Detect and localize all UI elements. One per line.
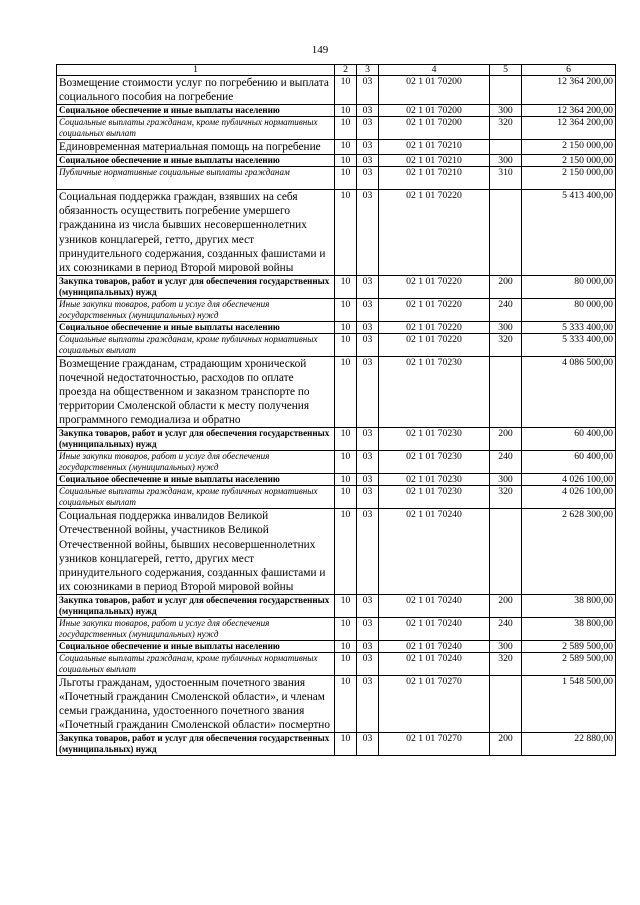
row-name-cell: Социальная поддержка инвалидов Великой Отечественной войны, участников Великой Отечественной войны, бывших несовершеннолетних узников концлагерей, гетто, других мест принудительного содержания, созданных фашистами и их союзниками в период Второй мировой войны — [57, 509, 335, 595]
table-row — [57, 155, 616, 167]
table-row — [57, 140, 616, 155]
row-name-cell: Иные закупки товаров, работ и услуг для обеспечения государственных (муниципальных) нужд — [57, 298, 335, 321]
row-name-cell: Льготы гражданам, удостоенным почетного звания «Почетный гражданин Смоленской области», и членам семьи гражданина, удостоенного почетного звания «Почетный гражданин Смоленской области» посмертно — [57, 675, 335, 732]
row-name-cell: Единовременная материальная помощь на погребение — [57, 140, 335, 155]
section-code-cell: 10 — [335, 167, 357, 190]
section-code-cell: 10 — [335, 155, 357, 167]
expense-type-cell — [490, 140, 522, 155]
target-article-cell: 02 1 01 70220 — [379, 298, 490, 321]
expense-type-cell: 300 — [490, 105, 522, 117]
table-row — [57, 474, 616, 486]
subsection-code-cell: 03 — [357, 167, 379, 190]
expense-type-cell — [490, 675, 522, 732]
row-name-cell: Закупка товаров, работ и услуг для обеспечения государственных (муниципальных) нужд — [57, 733, 335, 756]
subsection-code-cell: 03 — [357, 333, 379, 356]
target-article-cell: 02 1 01 70200 — [379, 117, 490, 140]
expense-type-cell — [490, 509, 522, 595]
subsection-code-cell: 03 — [357, 675, 379, 732]
expense-type-cell — [490, 190, 522, 276]
expense-type-cell: 320 — [490, 117, 522, 140]
amount-cell: 5 333 400,00 — [522, 321, 616, 333]
subsection-code-cell: 03 — [357, 451, 379, 474]
table-row — [57, 733, 616, 756]
subsection-code-cell: 03 — [357, 356, 379, 427]
column-header-4: 4 — [379, 65, 490, 76]
section-code-cell: 10 — [335, 486, 357, 509]
amount-cell: 12 364 200,00 — [522, 105, 616, 117]
amount-cell: 4 026 100,00 — [522, 474, 616, 486]
amount-cell: 4 086 500,00 — [522, 356, 616, 427]
section-code-cell: 10 — [335, 333, 357, 356]
row-name-cell: Возмещение стоимости услуг по погребению и выплата социального пособия на погребение — [57, 76, 335, 105]
target-article-cell: 02 1 01 70210 — [379, 155, 490, 167]
section-code-cell: 10 — [335, 640, 357, 652]
expense-type-cell: 320 — [490, 652, 522, 675]
column-header-3: 3 — [357, 65, 379, 76]
row-name-cell: Социальные выплаты гражданам, кроме публичных нормативных социальных выплат — [57, 333, 335, 356]
expense-type-cell: 300 — [490, 155, 522, 167]
section-code-cell: 10 — [335, 105, 357, 117]
row-name-cell: Иные закупки товаров, работ и услуг для обеспечения государственных (муниципальных) нужд — [57, 451, 335, 474]
expense-type-cell: 200 — [490, 428, 522, 451]
row-name-cell: Закупка товаров, работ и услуг для обеспечения государственных (муниципальных) нужд — [57, 428, 335, 451]
subsection-code-cell: 03 — [357, 617, 379, 640]
section-code-cell: 10 — [335, 675, 357, 732]
target-article-cell: 02 1 01 70240 — [379, 640, 490, 652]
target-article-cell: 02 1 01 70240 — [379, 617, 490, 640]
column-header-6: 6 — [522, 65, 616, 76]
target-article-cell: 02 1 01 70210 — [379, 167, 490, 190]
amount-cell: 12 364 200,00 — [522, 76, 616, 105]
amount-cell: 2 628 300,00 — [522, 509, 616, 595]
table-row — [57, 652, 616, 675]
budget-table-body — [57, 65, 616, 756]
section-code-cell: 10 — [335, 617, 357, 640]
section-code-cell: 10 — [335, 140, 357, 155]
page-number: 149 — [311, 44, 329, 56]
target-article-cell: 02 1 01 70230 — [379, 474, 490, 486]
table-row — [57, 167, 616, 190]
section-code-cell: 10 — [335, 733, 357, 756]
target-article-cell: 02 1 01 70210 — [379, 140, 490, 155]
table-header-row — [57, 65, 616, 76]
row-name-cell: Социальные выплаты гражданам, кроме публичных нормативных социальных выплат — [57, 652, 335, 675]
table-row — [57, 675, 616, 732]
target-article-cell: 02 1 01 70240 — [379, 509, 490, 595]
target-article-cell: 02 1 01 70230 — [379, 428, 490, 451]
expense-type-cell: 300 — [490, 474, 522, 486]
table-row — [57, 298, 616, 321]
row-name-cell: Иные закупки товаров, работ и услуг для обеспечения государственных (муниципальных) нужд — [57, 617, 335, 640]
expense-type-cell: 240 — [490, 617, 522, 640]
subsection-code-cell: 03 — [357, 275, 379, 298]
subsection-code-cell: 03 — [357, 105, 379, 117]
target-article-cell: 02 1 01 70220 — [379, 275, 490, 298]
target-article-cell: 02 1 01 70200 — [379, 76, 490, 105]
target-article-cell: 02 1 01 70220 — [379, 333, 490, 356]
section-code-cell: 10 — [335, 117, 357, 140]
section-code-cell: 10 — [335, 451, 357, 474]
row-name-cell: Социальное обеспечение и иные выплаты населению — [57, 321, 335, 333]
expense-type-cell: 240 — [490, 451, 522, 474]
expense-type-cell: 300 — [490, 640, 522, 652]
row-name-cell: Социальные выплаты гражданам, кроме публичных нормативных социальных выплат — [57, 486, 335, 509]
row-name-cell: Социальное обеспечение и иные выплаты населению — [57, 474, 335, 486]
amount-cell: 22 880,00 — [522, 733, 616, 756]
subsection-code-cell: 03 — [357, 509, 379, 595]
table-row — [57, 321, 616, 333]
subsection-code-cell: 03 — [357, 594, 379, 617]
section-code-cell: 10 — [335, 275, 357, 298]
row-name-cell: Социальное обеспечение и иные выплаты населению — [57, 640, 335, 652]
subsection-code-cell: 03 — [357, 652, 379, 675]
section-code-cell: 10 — [335, 356, 357, 427]
target-article-cell: 02 1 01 70230 — [379, 451, 490, 474]
table-row — [57, 275, 616, 298]
expense-type-cell — [490, 356, 522, 427]
row-name-cell: Социальное обеспечение и иные выплаты населению — [57, 155, 335, 167]
budget-table — [56, 64, 616, 756]
row-name-cell: Социальные выплаты гражданам, кроме публичных нормативных социальных выплат — [57, 117, 335, 140]
section-code-cell: 10 — [335, 321, 357, 333]
expense-type-cell: 200 — [490, 733, 522, 756]
section-code-cell: 10 — [335, 428, 357, 451]
amount-cell: 2 150 000,00 — [522, 155, 616, 167]
target-article-cell: 02 1 01 70240 — [379, 652, 490, 675]
amount-cell: 60 400,00 — [522, 428, 616, 451]
amount-cell: 2 150 000,00 — [522, 167, 616, 190]
section-code-cell: 10 — [335, 509, 357, 595]
amount-cell: 2 589 500,00 — [522, 640, 616, 652]
amount-cell: 80 000,00 — [522, 298, 616, 321]
subsection-code-cell: 03 — [357, 117, 379, 140]
amount-cell: 38 800,00 — [522, 617, 616, 640]
subsection-code-cell: 03 — [357, 140, 379, 155]
table-row — [57, 190, 616, 276]
target-article-cell: 02 1 01 70240 — [379, 594, 490, 617]
table-row — [57, 333, 616, 356]
subsection-code-cell: 03 — [357, 76, 379, 105]
subsection-code-cell: 03 — [357, 428, 379, 451]
target-article-cell: 02 1 01 70200 — [379, 105, 490, 117]
row-name-cell: Социальное обеспечение и иные выплаты населению — [57, 105, 335, 117]
table-row — [57, 509, 616, 595]
target-article-cell: 02 1 01 70220 — [379, 321, 490, 333]
column-header-5: 5 — [490, 65, 522, 76]
subsection-code-cell: 03 — [357, 474, 379, 486]
section-code-cell: 10 — [335, 652, 357, 675]
table-row — [57, 117, 616, 140]
amount-cell: 5 333 400,00 — [522, 333, 616, 356]
table-row — [57, 76, 616, 105]
column-header-2: 2 — [335, 65, 357, 76]
table-row — [57, 105, 616, 117]
amount-cell: 12 364 200,00 — [522, 117, 616, 140]
amount-cell: 60 400,00 — [522, 451, 616, 474]
row-name-cell: Закупка товаров, работ и услуг для обеспечения государственных (муниципальных) нужд — [57, 594, 335, 617]
expense-type-cell: 240 — [490, 298, 522, 321]
subsection-code-cell: 03 — [357, 486, 379, 509]
section-code-cell: 10 — [335, 76, 357, 105]
target-article-cell: 02 1 01 70220 — [379, 190, 490, 276]
row-name-cell: Публичные нормативные социальные выплаты гражданам — [57, 167, 335, 190]
amount-cell: 4 026 100,00 — [522, 486, 616, 509]
table-row — [57, 451, 616, 474]
section-code-cell: 10 — [335, 298, 357, 321]
amount-cell: 1 548 500,00 — [522, 675, 616, 732]
subsection-code-cell: 03 — [357, 640, 379, 652]
table-row — [57, 617, 616, 640]
row-name-cell: Закупка товаров, работ и услуг для обеспечения государственных (муниципальных) нужд — [57, 275, 335, 298]
amount-cell: 5 413 400,00 — [522, 190, 616, 276]
expense-type-cell: 310 — [490, 167, 522, 190]
expense-type-cell: 200 — [490, 594, 522, 617]
expense-type-cell — [490, 76, 522, 105]
expense-type-cell: 300 — [490, 321, 522, 333]
subsection-code-cell: 03 — [357, 733, 379, 756]
section-code-cell: 10 — [335, 594, 357, 617]
subsection-code-cell: 03 — [357, 190, 379, 276]
table-row — [57, 428, 616, 451]
expense-type-cell: 200 — [490, 275, 522, 298]
table-row — [57, 356, 616, 427]
target-article-cell: 02 1 01 70230 — [379, 486, 490, 509]
expense-type-cell: 320 — [490, 486, 522, 509]
subsection-code-cell: 03 — [357, 155, 379, 167]
row-name-cell: Социальная поддержка граждан, взявших на себя обязанность осуществить погребение умершего гражданина из числа бывших несовершеннолетних узников концлагерей, гетто, других мест принудительного содержания, созданных фашистами и их союзниками в период Второй мировой войны — [57, 190, 335, 276]
column-header-1: 1 — [57, 65, 335, 76]
section-code-cell: 10 — [335, 190, 357, 276]
expense-type-cell: 320 — [490, 333, 522, 356]
amount-cell: 38 800,00 — [522, 594, 616, 617]
section-code-cell: 10 — [335, 474, 357, 486]
table-row — [57, 486, 616, 509]
amount-cell: 2 589 500,00 — [522, 652, 616, 675]
target-article-cell: 02 1 01 70270 — [379, 733, 490, 756]
subsection-code-cell: 03 — [357, 321, 379, 333]
row-name-cell: Возмещение гражданам, страдающим хронической почечной недостаточностью, расходов по оплате проезда на общественном и заказном транспорте по территории Смоленской области к месту получения программного гемодиализа и обратно — [57, 356, 335, 427]
target-article-cell: 02 1 01 70270 — [379, 675, 490, 732]
amount-cell: 80 000,00 — [522, 275, 616, 298]
target-article-cell: 02 1 01 70230 — [379, 356, 490, 427]
table-row — [57, 594, 616, 617]
table-row — [57, 640, 616, 652]
amount-cell: 2 150 000,00 — [522, 140, 616, 155]
subsection-code-cell: 03 — [357, 298, 379, 321]
